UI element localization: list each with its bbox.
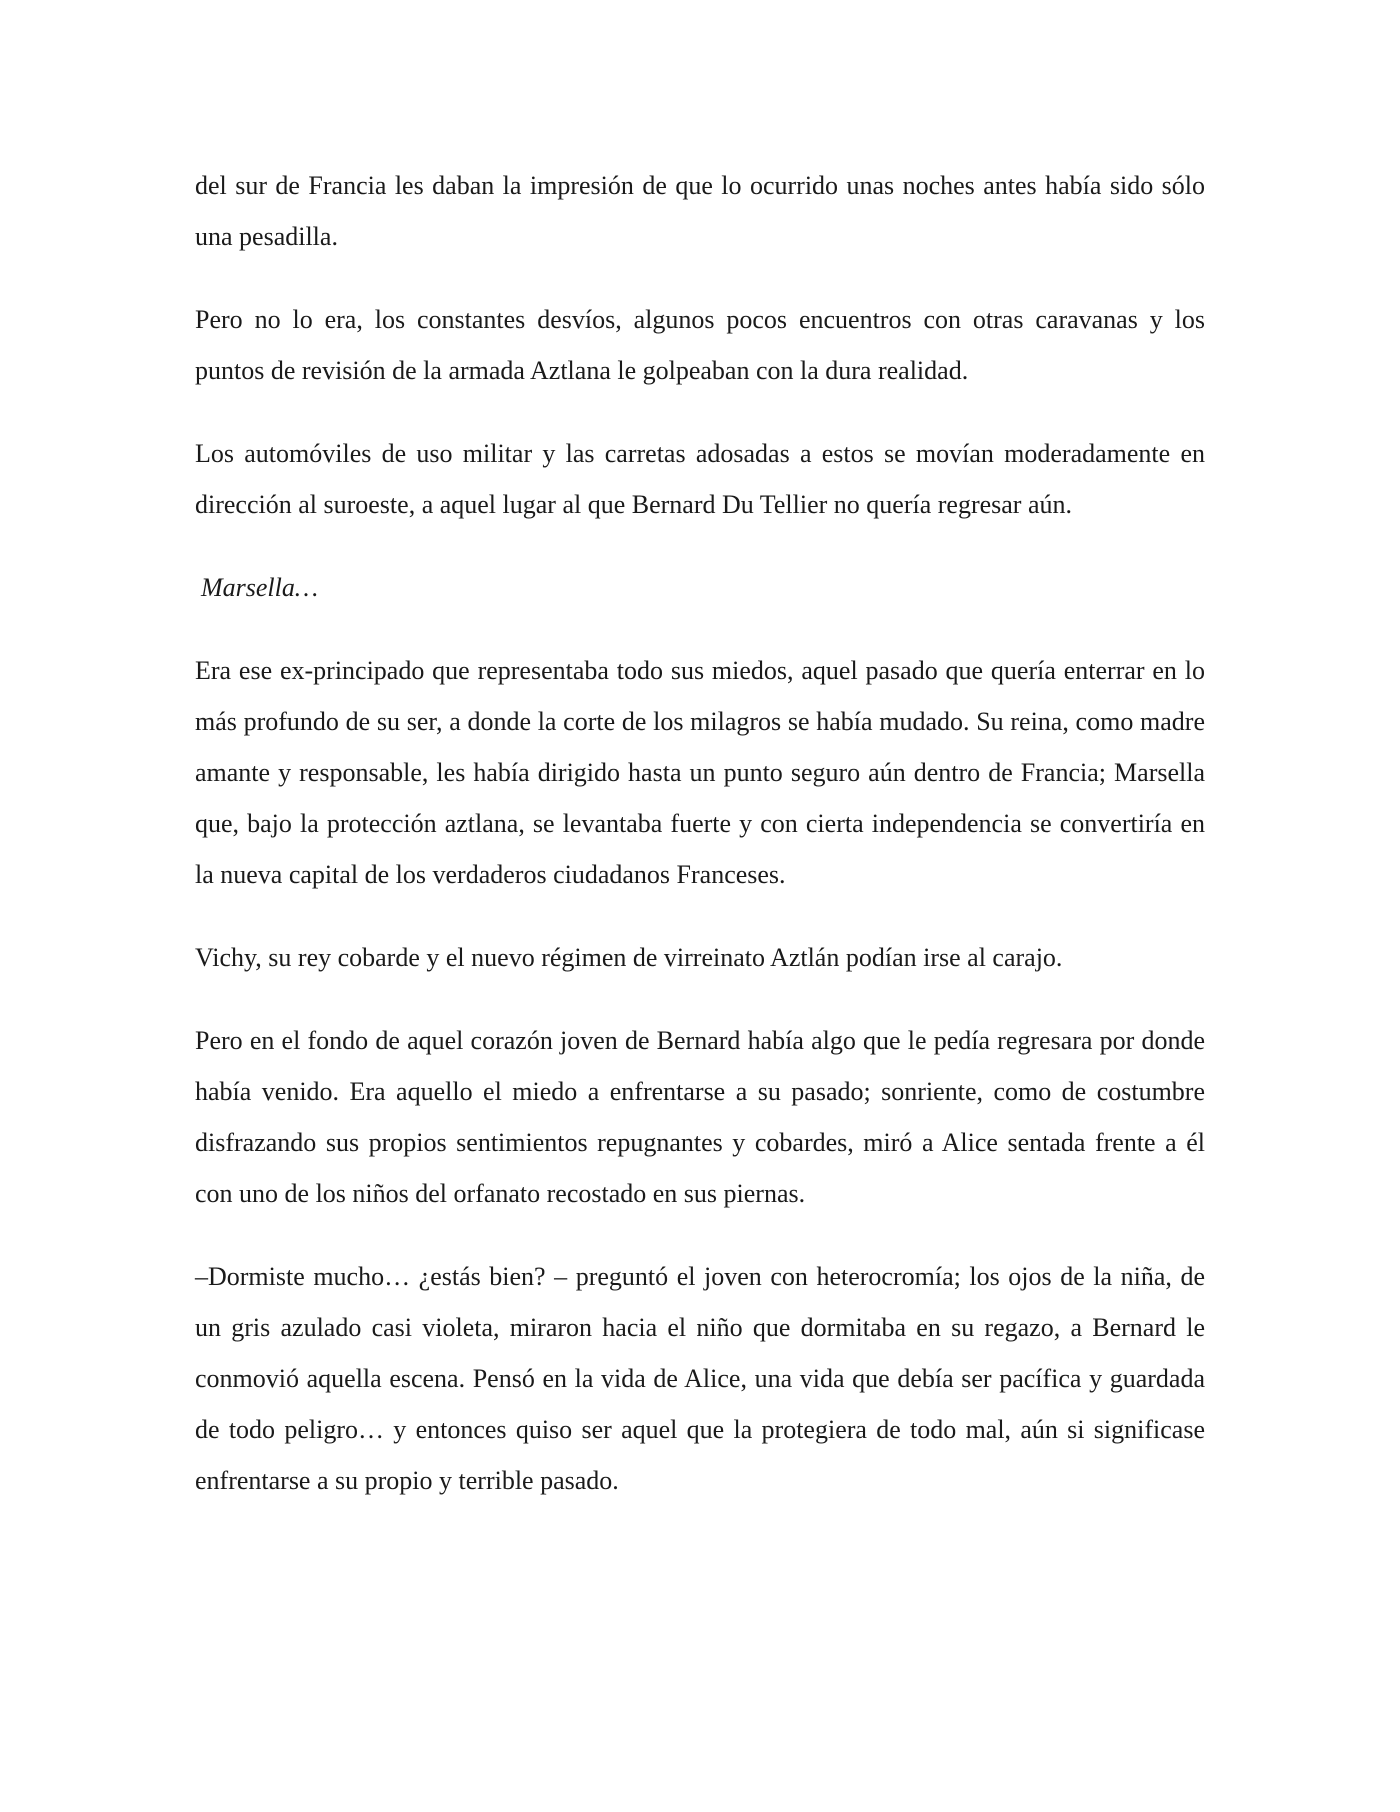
paragraph-2: Pero no lo era, los constantes desvíos, algunos pocos encuentros con otras caravanas y los puntos de revisión de la armada Aztlana le golpeaban con la dura realidad. [195, 305, 1205, 385]
document-page [195, 160, 1205, 1538]
paragraph-4-italic-place: Marsella… [201, 573, 318, 602]
paragraph-3: Los automóviles de uso militar y las carretas adosadas a estos se movían moderadamente en dirección al suroeste, a aquel lugar al que Bernard Du Tellier no quería regresar aún. [195, 439, 1205, 519]
paragraph-7: Pero en el fondo de aquel corazón joven de Bernard había algo que le pedía regresara por donde había venido. Era aquello el miedo a enfrentarse a su pasado; sonriente, como de costumbre disfrazando sus propios sentimientos repugnantes y cobardes, miró a Alice sentada frente a él con uno de los niños del orfanato recostado en sus piernas. [195, 1026, 1205, 1208]
paragraph-1: del sur de Francia les daban la impresión de que lo ocurrido unas noches antes había sido sólo una pesadilla. [195, 171, 1205, 251]
paragraph-8: –Dormiste mucho… ¿estás bien? – preguntó el joven con heterocromía; los ojos de la niña, de un gris azulado casi violeta, miraron hacia el niño que dormitaba en su regazo, a Bernard le conmovió aquella escena. Pensó en la vida de Alice, una vida que debía ser pacífica y guardada de todo peligro… y entonces quiso ser aquel que la protegiera de todo mal, aún si significase enfrentarse a su propio y terrible pasado. [195, 1262, 1205, 1495]
paragraph-6: Vichy, su rey cobarde y el nuevo régimen de virreinato Aztlán podían irse al carajo. [195, 943, 1063, 972]
paragraph-5: Era ese ex-principado que representaba todo sus miedos, aquel pasado que quería enterrar en lo más profundo de su ser, a donde la corte de los milagros se había mudado. Su reina, como madre amante y responsable, les había dirigido hasta un punto seguro aún dentro de Francia; Marsella que, bajo la protección aztlana, se levantaba fuerte y con cierta independencia se convertiría en la nueva capital de los verdaderos ciudadanos Franceses. [195, 656, 1205, 889]
